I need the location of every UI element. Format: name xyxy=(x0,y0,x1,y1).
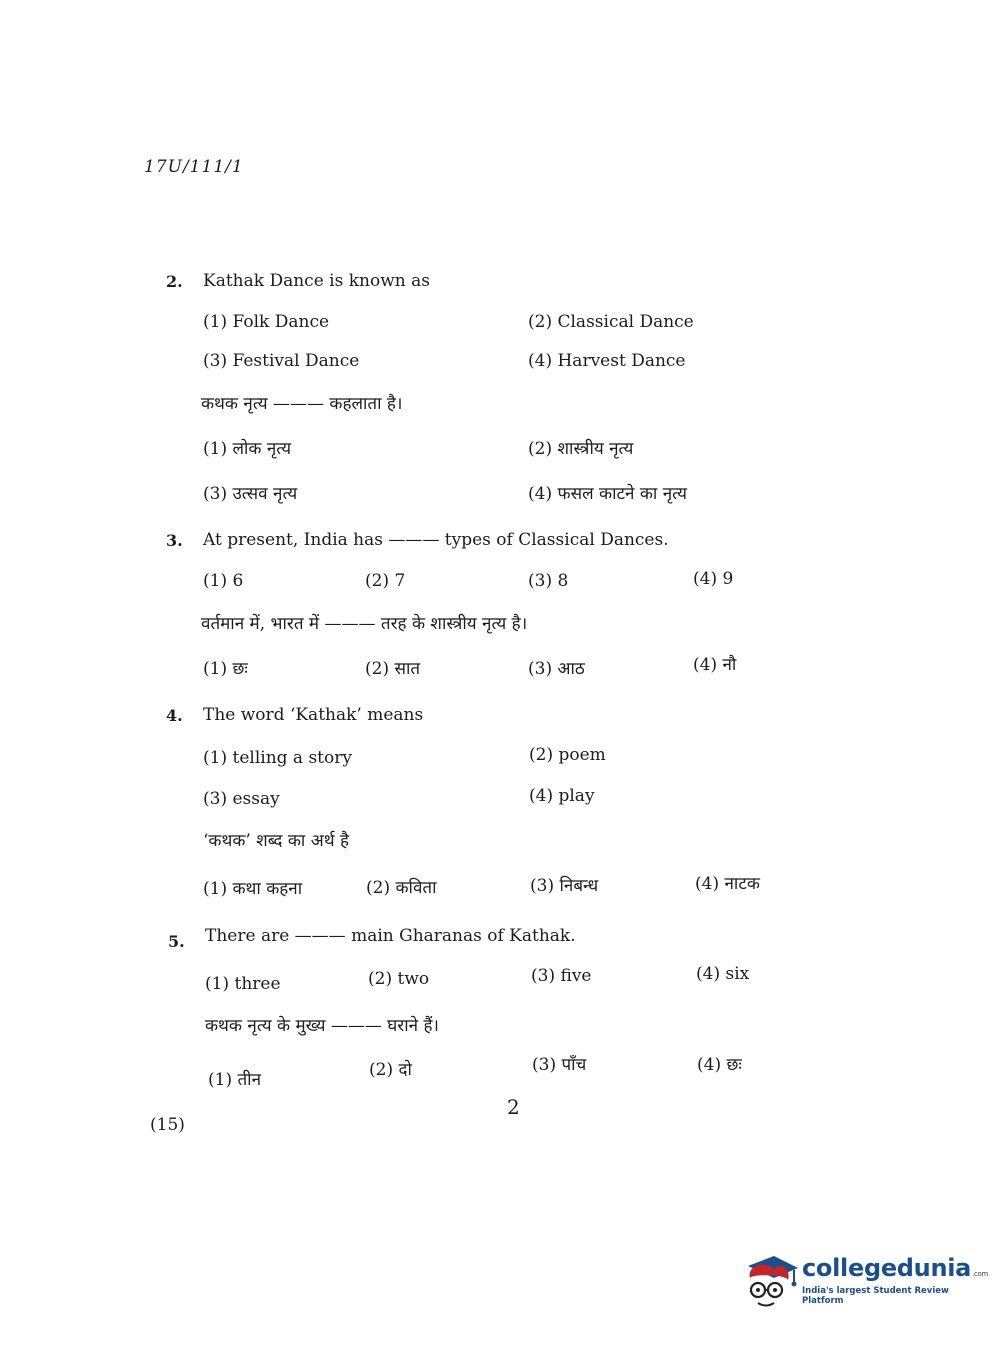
question-number: 3. xyxy=(166,531,183,550)
option-1: (1) 6 xyxy=(203,571,244,591)
option-2-hindi: (2) दो xyxy=(369,1060,412,1080)
question-text: At present, India has ——— types of Classical Dances. xyxy=(203,530,669,550)
option-3: (3) 8 xyxy=(528,571,569,591)
option-4: (4) six xyxy=(696,964,750,984)
question-number: 5. xyxy=(168,932,185,951)
option-3-hindi: (3) पाँच xyxy=(532,1055,587,1075)
option-1-hindi: (1) लोक नृत्य xyxy=(203,439,292,459)
question-text-hindi: कथक नृत्य ——— कहलाता है। xyxy=(201,394,403,414)
option-3-hindi: (3) उत्सव नृत्य xyxy=(203,484,298,504)
option-4: (4) 9 xyxy=(693,569,734,589)
logo-wordmark: collegedunia.com xyxy=(802,1254,989,1282)
mascot-icon xyxy=(744,1252,800,1312)
option-1: (1) Folk Dance xyxy=(203,312,330,332)
logo-tagline: India's largest Student Review Platform xyxy=(802,1286,949,1306)
option-1: (1) three xyxy=(205,974,281,994)
question-number: 2. xyxy=(166,272,183,291)
option-2: (2) 7 xyxy=(365,571,406,591)
option-2: (2) Classical Dance xyxy=(528,312,694,332)
page-number: 2 xyxy=(507,1095,520,1119)
option-3: (3) five xyxy=(531,966,592,986)
question-text-hindi: कथक नृत्य के मुख्य ——— घराने हैं। xyxy=(205,1016,439,1036)
question-text-hindi: वर्तमान में, भारत में ——— तरह के शास्त्रीय नृत्य है। xyxy=(201,614,528,634)
option-2: (2) poem xyxy=(529,745,606,765)
option-4: (4) Harvest Dance xyxy=(528,351,686,371)
option-4-hindi: (4) फसल काटने का नृत्य xyxy=(528,484,687,504)
option-3: (3) essay xyxy=(203,789,280,809)
option-3: (3) Festival Dance xyxy=(203,351,360,371)
option-3-hindi: (3) आठ xyxy=(528,659,585,679)
collegedunia-logo xyxy=(744,1252,989,1312)
paper-code: 17U/111/1 xyxy=(144,157,244,177)
question-text: Kathak Dance is known as xyxy=(203,271,430,291)
option-4-hindi: (4) नौ xyxy=(693,655,737,675)
option-1-hindi: (1) तीन xyxy=(208,1070,262,1090)
option-1-hindi: (1) छः xyxy=(203,659,248,679)
question-text-hindi: ‘कथक’ शब्द का अर्थ है xyxy=(203,831,349,851)
option-3-hindi: (3) निबन्ध xyxy=(530,876,599,896)
option-2-hindi: (2) कविता xyxy=(366,878,437,898)
option-4-hindi: (4) नाटक xyxy=(695,874,760,894)
option-4-hindi: (4) छः xyxy=(697,1055,742,1075)
option-1: (1) telling a story xyxy=(203,748,352,768)
sheet-code: (15) xyxy=(150,1115,185,1135)
option-2-hindi: (2) सात xyxy=(365,659,421,679)
option-1-hindi: (1) कथा कहना xyxy=(203,879,303,899)
question-text: There are ——— main Gharanas of Kathak. xyxy=(205,926,576,946)
option-2: (2) two xyxy=(368,969,430,989)
option-4: (4) play xyxy=(529,786,595,806)
question-number: 4. xyxy=(166,706,183,725)
question-text: The word ‘Kathak’ means xyxy=(203,705,424,725)
option-2-hindi: (2) शास्त्रीय नृत्य xyxy=(528,439,634,459)
